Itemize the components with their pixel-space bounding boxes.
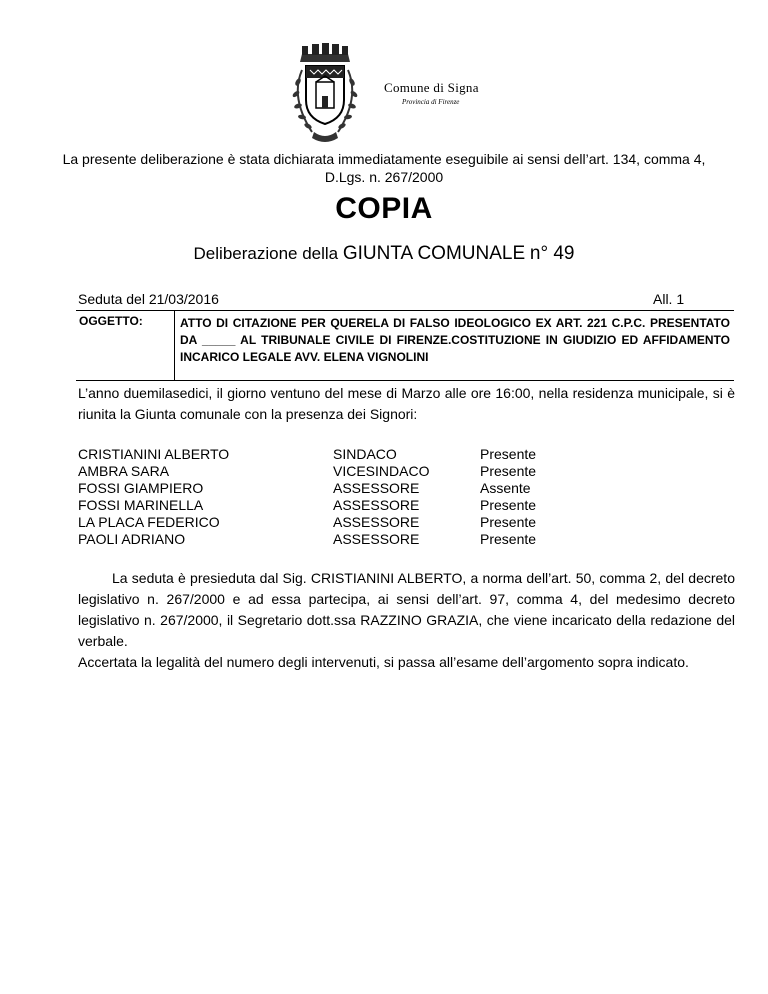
- member-role: ASSESSORE: [333, 514, 420, 530]
- legality-paragraph: Accertata la legalità del numero degli intervenuti, si passa all’esame dell’argomento sopra indicato.: [78, 654, 689, 670]
- attachment-label: All. 1: [653, 291, 685, 307]
- member-role: ASSESSORE: [333, 531, 420, 547]
- member-name: AMBRA SARA: [78, 463, 170, 479]
- member-status: Assente: [480, 480, 531, 496]
- session-date: Seduta del 21/03/2016: [78, 291, 219, 307]
- subject-label: OGGETTO:: [79, 314, 143, 328]
- deliberation-title: [0, 243, 768, 265]
- presidency-paragraph: La seduta è presieduta dal Sig. CRISTIANINI ALBERTO, a norma dell’art. 50, comma 2, del decreto legislativo n. 267/2000 e ad essa partecipa, ai sensi dell’art. 97, comma 4, del medesimo decreto legislativo n. 267/2000, il Segretario dott.ssa RAZZINO GRAZIA, che viene incaricato della redazione del verbale.: [78, 570, 735, 649]
- comune-name: Comune di Signa: [384, 80, 479, 95]
- member-role: VICESINDACO: [333, 463, 430, 479]
- member-status: Presente: [480, 446, 537, 462]
- subject-text: ATTO DI CITAZIONE PER QUERELA DI FALSO IDEOLOGICO EX ART. 221 C.P.C. PRESENTATO DA _____ AL TRIBUNALE CIVILE DI FIRENZE.COSTITUZIONE IN GIUDIZIO ED AFFIDAMENTO INCARICO LEGALE AVV. ELENA VIGNOLINI: [180, 316, 730, 364]
- member-name: CRISTIANINI ALBERTO: [78, 446, 230, 462]
- member-status: Presente: [480, 463, 537, 479]
- copia-heading: COPIA: [335, 192, 433, 225]
- member-name: FOSSI MARINELLA: [78, 497, 204, 513]
- deliberation-number: n° 49: [529, 243, 575, 264]
- province-name: Provincia di Firenze: [402, 98, 460, 106]
- coat-of-arms-icon: [272, 40, 378, 148]
- member-status: Presente: [480, 514, 537, 530]
- subject-box: [76, 310, 734, 381]
- member-name: LA PLACA FEDERICO: [78, 514, 220, 530]
- deliberation-prefix: Deliberazione della: [193, 244, 339, 263]
- member-status: Presente: [480, 497, 537, 513]
- execution-note: La presente deliberazione è stata dichiarata immediatamente eseguibile ai sensi dell’art. 134, comma 4, D.Lgs. n. 267/2000: [62, 151, 706, 185]
- member-role: ASSESSORE: [333, 497, 420, 513]
- member-name: FOSSI GIAMPIERO: [78, 480, 204, 496]
- member-role: ASSESSORE: [333, 480, 420, 496]
- subject-divider: [174, 311, 175, 380]
- member-role: SINDACO: [333, 446, 397, 462]
- member-status: Presente: [480, 531, 537, 547]
- member-name: PAOLI ADRIANO: [78, 531, 186, 547]
- intro-paragraph: L’anno duemilasedici, il giorno ventuno del mese di Marzo alle ore 16:00, nella residenza municipale, si è riunita la Giunta comunale con la presenza dei Signori:: [78, 385, 735, 422]
- deliberation-body: GIUNTA COMUNALE: [342, 243, 526, 264]
